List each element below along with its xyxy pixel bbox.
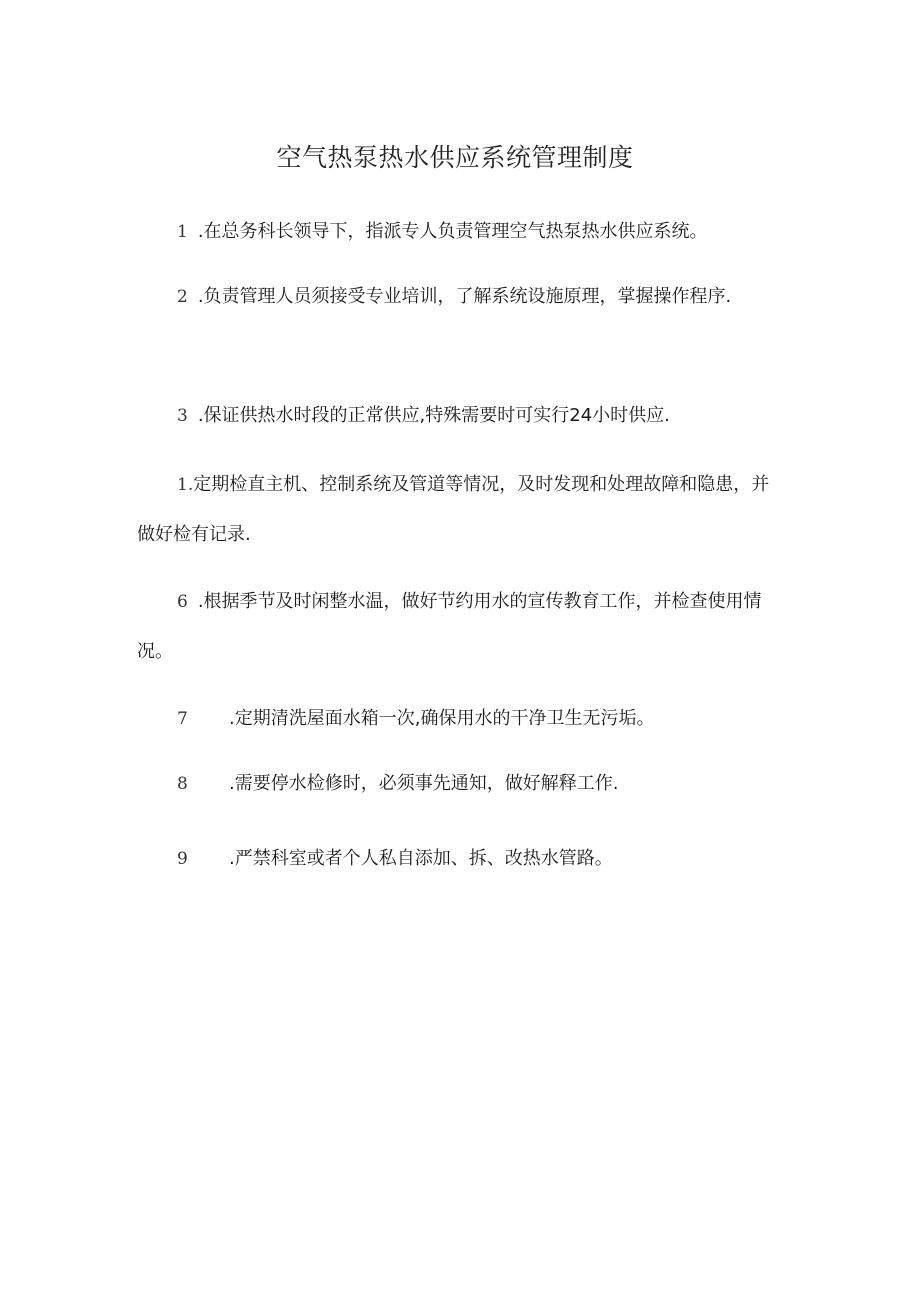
rule-item-7 xyxy=(137,694,787,744)
rule-item-3 xyxy=(137,391,787,441)
rule-number: 3 xyxy=(177,406,188,426)
rule-text: .负责管理人员须接受专业培训，了解系统设施原理，掌握操作程序. xyxy=(197,286,732,307)
rule-number: 8 xyxy=(177,774,188,794)
rule-text: .定期清洗屋面水箱一次,确保用水的干净卫生无污垢。 xyxy=(229,708,655,729)
rule-number: 6 xyxy=(177,592,188,612)
rule-text: 定期检直主机、控制系统及管道等情况，及时发现和处理故障和隐患，并做好检有记录. xyxy=(137,474,770,545)
rule-text: .在总务科长领导下，指派专人负责管理空气热泵热水供应系统。 xyxy=(197,221,708,242)
rule-number: 1. xyxy=(177,475,194,495)
rule-number: 9 xyxy=(177,849,188,869)
page-title: 空气热泵热水供应系统管理制度 xyxy=(276,143,634,172)
rule-item-8 xyxy=(137,759,787,809)
rule-text: .严禁科室或者个人私自添加、拆、改热水管路。 xyxy=(229,848,613,869)
rule-item-4 xyxy=(137,460,787,560)
rule-item-1 xyxy=(137,207,787,257)
rule-text: .保证供热水时段的正常供应,特殊需要时可实行24小时供应. xyxy=(197,405,670,426)
rule-text: .需要停水检修时，必须事先通知，做好解释工作. xyxy=(229,773,619,794)
rule-number: 2 xyxy=(177,287,188,307)
rule-text: .根据季节及时闲整水温，做好节约用水的宣传教育工作，并检查使用情况。 xyxy=(137,591,762,662)
rule-number: 1 xyxy=(177,222,188,242)
rule-number: 7 xyxy=(177,709,188,729)
rule-item-6 xyxy=(137,577,787,677)
rule-item-9 xyxy=(137,834,787,884)
rule-item-2 xyxy=(137,272,787,322)
